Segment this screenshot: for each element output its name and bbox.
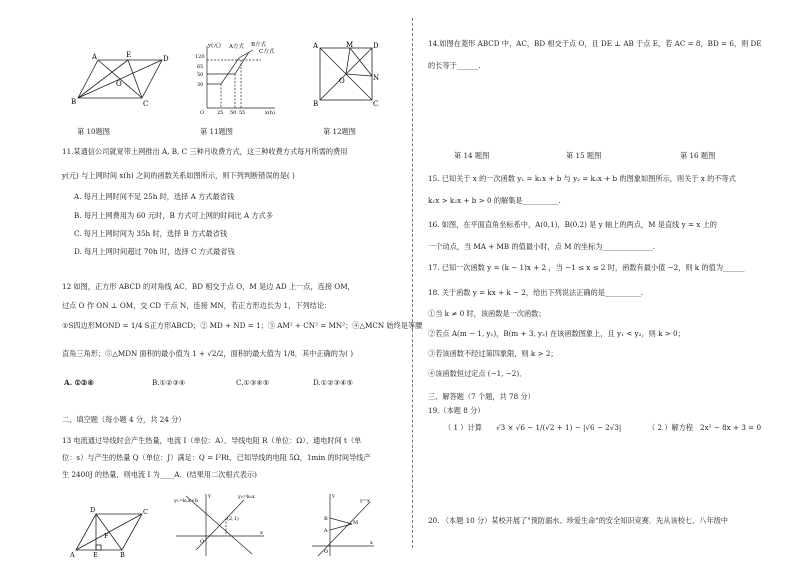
q11-option-c: C. 每月上网时间为 35h 时，选择 B 方式最省钱: [74, 229, 228, 238]
fig11-xtick-55: 55: [239, 110, 246, 116]
fig15-origin: O: [200, 539, 205, 545]
fig12-label-n: N: [373, 74, 380, 82]
q15-line2: k₁x > k₂x + b > 0 的解集是__________.: [428, 196, 561, 205]
q13-line2: 位：s）与产生的热量 Q（单位：J）满足：Q = I²Rt．已知导线的电阻 5Ω，1min 的时间导线产: [62, 453, 371, 462]
q12-option-c: C.①③④⑤: [236, 378, 270, 387]
fig11-b-mode: B方式: [251, 42, 267, 48]
figure-14-rhombus: [68, 502, 156, 558]
fig13-label-a: A: [70, 551, 75, 558]
fig15-line2-label: y₂=k₂x: [238, 494, 255, 500]
fig11-c-mode: C方式: [259, 49, 275, 55]
q18-line1: 18. 关于函数 y = kx + k − 2，给出下列说法正确的是__________.: [428, 288, 644, 297]
fig16-x-axis: x: [370, 540, 373, 546]
q19-title: 19.（本题 8 分）: [428, 406, 485, 415]
q16-line1: 16. 如图，在平面直角坐标系中，A(0,1)，B(0,2) 是 y 轴上的两点，M 是直线 y = x 上的: [428, 220, 717, 229]
q18-item-3: ③若该函数不经过第四象限，则 k > 2；: [428, 349, 558, 358]
fig11-origin: O: [200, 110, 205, 116]
fig11-ytick-50: 50: [197, 72, 204, 78]
fig15-point-label: (2,1): [227, 516, 239, 522]
q11-option-d: D. 每月上网时间超过 70h 时，选择 C 方式最省钱: [74, 247, 235, 256]
q14-line2: 的长等于______.: [428, 61, 481, 70]
q12-option-b: B.①②③④: [152, 378, 186, 387]
fig11-a-mode: A方式: [229, 44, 244, 50]
q20-line1: 20. （本题 10 分）某校开展了"预防溺水、珍爱生命"的安全知识竞赛．先从该校七、八年级中: [428, 516, 728, 525]
q12-option-a: A. ①②④: [64, 378, 94, 387]
fig12-label-m: M: [346, 41, 354, 49]
fig11-ytick-120: 120: [195, 54, 205, 60]
fig13-label-f: F: [104, 532, 109, 540]
fig11-ytick-30: 30: [197, 82, 204, 88]
q11-line2: y(元) 与上网时间 x(h) 之间的函数关系如图所示，则下列判断错误的是( ): [62, 171, 295, 180]
fig16-origin: O: [324, 549, 329, 555]
fig11-y-unit: y(元): [208, 43, 221, 49]
fig10-label-b: B: [71, 98, 77, 106]
fig16-label-m: M: [353, 520, 359, 526]
q16-line2: 一个动点，当 MA + MB 的值最小时，点 M 的坐标为______________.: [428, 242, 656, 251]
fig11-x-unit: x(h): [265, 110, 275, 116]
fig13-label-e: E: [93, 551, 98, 558]
fig10-label-c: C: [143, 100, 149, 108]
fig12-label-a: A: [313, 42, 319, 50]
q18-item-2: ②若点 A(m − 1, y₁)，B(m + 3, y₂) 在该函数图象上，且 y₁ < y₂，则 k > 0；: [428, 329, 685, 338]
q13-line1: 13 电流通过导线时会产生热量，电流 I（单位：A）、导线电阻 R（单位：Ω）、通电时间 t（单: [62, 436, 362, 445]
q11-line1: 11.某通信公司就宽带上网推出 A, B, C 三种月收费方式，这三种收费方式每月所需的费用: [62, 147, 348, 156]
fig15-caption: 第 15 题图: [566, 151, 602, 160]
q12-line4: 直角三角形；⑤△MDN 面积的最小值为 1 + √2/2，面积的最大值为 1/8．其中正确的为( ): [62, 349, 354, 358]
figure-10-parallelogram: [70, 48, 170, 110]
fig16-label-a: A: [324, 528, 328, 534]
fig10-label-d: D: [163, 55, 169, 63]
fig10-label-o: O: [116, 80, 122, 88]
q15-line1: 15. 已知关于 x 的一次函数 y₁ = k₁x + b 与 y₂ = k₂x + b 的图象如图所示，则关于 x 的不等式: [428, 174, 736, 183]
q18-item-1: ①当 k ≠ 0 时，该函数是一次函数；: [428, 309, 546, 318]
q19-part2-expression: 2x² − 8x + 3 = 0: [700, 423, 762, 432]
fig11-ytick-65: 65: [197, 64, 204, 70]
q14-line1: 14.如图在菱形 ABCD 中，AC，BD 相交于点 O，且 DE ⊥ AB 于点 E，若 AC = 8，BD = 6，则 DE: [428, 39, 762, 48]
fig12-label-d: D: [373, 42, 379, 50]
figure-11-fee-graph: [195, 38, 295, 116]
q11-option-a: A. 每月上网时间不足 25h 时，选择 A 方式最省钱: [74, 192, 235, 201]
fig10-label-a: A: [92, 53, 98, 61]
fig11-caption: 第 11题图: [200, 127, 233, 136]
section-2-heading: 二、填空题（每小题 4 分，共 24 分）: [62, 415, 186, 424]
fig16-line-label: y=x: [360, 498, 370, 504]
fig12-label-b: B: [313, 100, 319, 108]
q12-line1: 12 如图，正方形 ABCD 的对角线 AC，BD 相交于点 O，M 是边 AD 上一点，连接 OM，: [62, 282, 355, 291]
fig12-caption: 第 12题图: [323, 127, 356, 136]
q12-line2: 过点 O 作 ON ⊥ OM，交 CD 于点 N，连接 MN，若正方形边长为 1，下列结论：: [62, 301, 332, 310]
q19-part1-label: （ 1 ）计算: [444, 423, 482, 432]
figure-16-axes: [308, 490, 378, 558]
q13-line3: 生 2400J 的热量，则电流 I 为____A．(结果用二次根式表示): [62, 470, 257, 479]
fig13-label-c: C: [143, 508, 148, 516]
q19-part1-expression: √3 × √6 − 1/(√2 + 1) − |√6 − 2√3|: [496, 423, 622, 432]
fig16-label-b: B: [324, 516, 328, 522]
fig13-label-b: B: [120, 551, 125, 558]
q11-option-b: B. 每月上网费用为 60 元时，B 方式可上网的时间比 A 方式多: [74, 211, 274, 220]
section-3-heading: 三、解答题（7 个题，共 78 分）: [428, 392, 535, 401]
fig12-label-o: O: [339, 77, 345, 85]
column-divider: [412, 18, 413, 548]
fig10-label-e: E: [126, 51, 132, 59]
fig15-line1-label: y₁=k₁x+b: [174, 498, 199, 504]
q12-line3: ①S四边形MOND = 1/4 S正方形ABCD；② MD + ND = 1；③ AM² + CN² = MN²；④△MCN 始终是等腰: [62, 321, 423, 330]
fig11-xtick-50: 50: [230, 110, 237, 116]
fig12-label-c: C: [373, 100, 379, 108]
fig14-caption: 第 14 题图: [454, 151, 490, 160]
q12-option-d: D.①②③④⑤: [313, 378, 354, 387]
fig11-xtick-25: 25: [217, 110, 224, 116]
fig15-x-axis: x: [260, 530, 263, 536]
fig10-caption: 第 10题图: [77, 127, 110, 136]
q18-item-4: ④该函数恒过定点 (−1, −2)．: [428, 369, 527, 378]
fig16-y-axis: y: [332, 493, 335, 499]
fig13-label-d: D: [90, 506, 96, 514]
q19-part2-label: （ 2 ）解方程: [648, 423, 694, 432]
fig15-y-axis: y: [208, 493, 211, 499]
figure-12-square: [312, 40, 382, 108]
figure-15-lines: [172, 490, 268, 558]
fig16-caption: 第 16 题图: [680, 151, 716, 160]
q17: 17. 已知一次函数 y = (k − 1)x + 2 ，当 −1 ≤ x ≤ 2 时，函数有最小值 −2，则 k 的值为______: [428, 263, 745, 272]
